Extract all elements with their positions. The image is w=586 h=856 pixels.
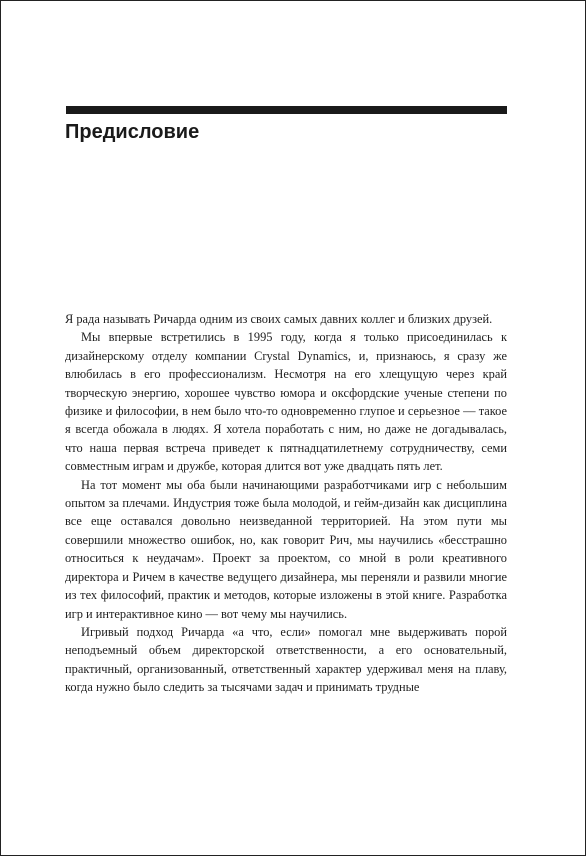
chapter-rule (66, 106, 507, 114)
paragraph: Мы впервые встретились в 1995 году, когда я только присоединилась к дизайнерскому отделу компании Crystal Dynamics, и, признаюсь, я сразу же влюбилась в его профессионализм. Несмотря на его хлещущую через край творческую энергию, хорошее чувство юмора и оксфордские ученые степени по физике и философии, в нем было что-то одновременно глупое и серьезное — такое я всегда обожала в людях. Я хотела поработать с ним, но даже не догадывалась, что наша первая встреча приведет к пятнадцатилетнему сотрудничеству, семи совместным играм и дружбе, которая длится вот уже двадцать пять лет. (65, 330, 507, 474)
body-text (65, 310, 507, 697)
paragraph: Я рада называть Ричарда одним из своих самых давних коллег и близких друзей. (65, 312, 493, 326)
paragraph: Игривый подход Ричарда «а что, если» помогал мне выдерживать порой неподъемный объем директорской ответственности, а его основательный, практичный, организованный, ответственный характер удерживал меня на плаву, когда нужно было следить за тысячами задач и принимать трудные (65, 624, 507, 695)
chapter-title: Предисловие (65, 121, 200, 143)
paragraph: На тот момент мы оба были начинающими разработчиками игр с небольшим опытом за плечами. Индустрия тоже была молодой, и гейм-дизайн как дисциплина все еще оставался довольно неизведанной территорией. На этом пути мы совершили множество ошибок, но, как говорит Рич, мы научились «бесстрашно относиться к неудачам». Проект за проектом, со мной в роли креативного директора и Ричем в качестве ведущего дизайнера, мы переняли и развили многие из тех философий, практик и методов, которые изложены в этой книге. Разработка игр и интерактивное кино — вот чему мы научились. (65, 477, 507, 621)
